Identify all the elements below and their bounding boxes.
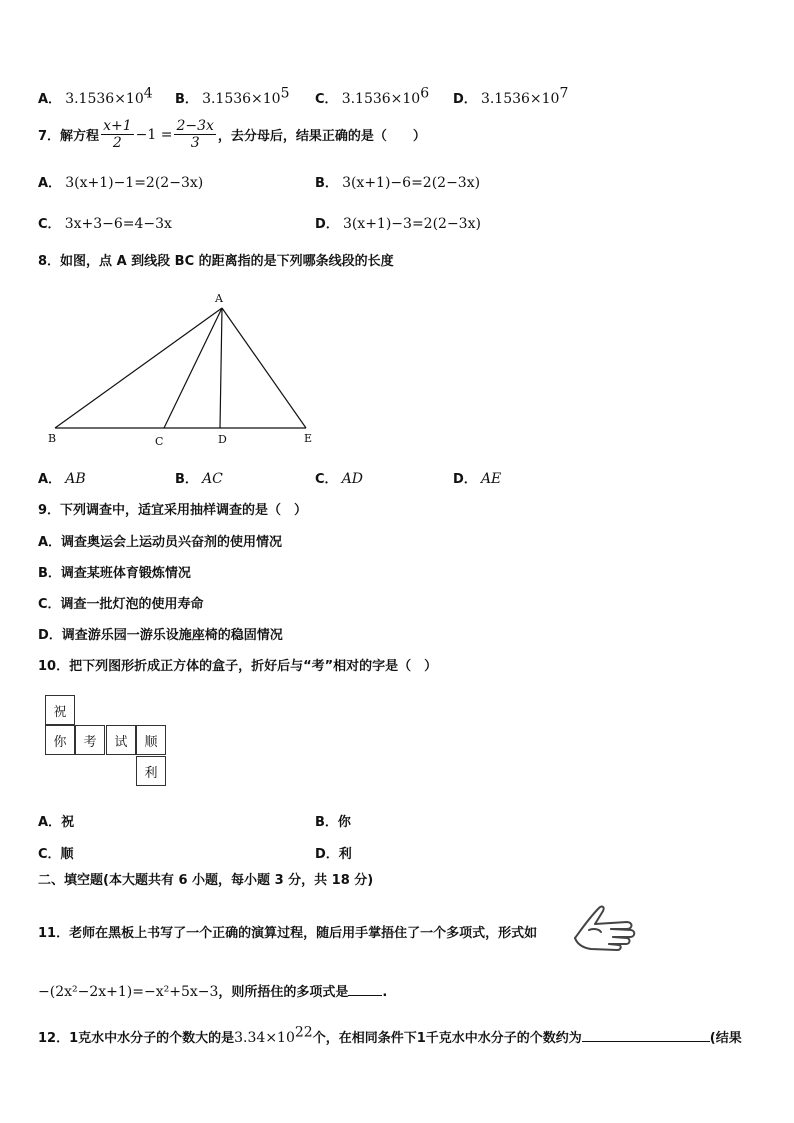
q8-triangle-figure <box>40 288 330 453</box>
q10-option-d: D．利 <box>315 847 352 862</box>
q11-stem: 11．老师在黑板上书写了一个正确的演算过程，随后用手掌捂住了一个多项式，形式如 <box>38 926 538 941</box>
q11-equation: −(2x²−2x+1)=−x²+5x−3 <box>38 984 219 1000</box>
q9-option-a: A．调查奥运会上运动员兴奋剂的使用情况 <box>38 535 283 550</box>
q11-answer-blank[interactable] <box>348 983 382 996</box>
q6-option-d: D． $3.1536\times 10^7$ <box>453 85 569 107</box>
segment-ad <box>220 308 222 428</box>
net-cell-6: 利 <box>136 756 166 786</box>
q8-stem: 8．如图，点 A 到线段 BC 的距离指的是下列哪条线段的长度 <box>38 254 394 269</box>
q6-option-c: C． $3.1536\times 10^6$ <box>315 85 430 107</box>
q9-option-b: B．调查某班体育锻炼情况 <box>38 566 191 581</box>
q12-answer-blank[interactable] <box>582 1029 710 1042</box>
segment-ab <box>55 308 222 428</box>
label-b: B <box>48 432 57 445</box>
q7-stem: 7． 解方程 $\frac{x+1}{2}$ −1 = $\frac{2-3x}{3}$ ，去分母后，结果正确的是（ ） <box>38 118 426 151</box>
q8-option-a: A． AB <box>38 471 86 487</box>
q11-equation-line: −(2x²−2x+1)=−x²+5x−3，则所捂住的多项式是 . <box>38 984 388 1000</box>
q10-option-b: B．你 <box>315 815 351 830</box>
net-cell-3: 考 <box>75 725 105 755</box>
segment-ac <box>164 308 222 428</box>
q10-stem: 10．把下列图形折成正方体的盒子，折好后与“考”相对的字是（ ） <box>38 659 438 674</box>
q8-option-c: C． AD <box>315 471 364 487</box>
q7-fraction-1: $\frac{x+1}{2}$ <box>103 118 132 151</box>
label-a: A <box>215 292 223 305</box>
q7-option-a: A． 3(x+1)−1=2(2−3x) <box>38 175 204 191</box>
q7-option-d: D． 3(x+1)−3=2(2−3x) <box>315 216 481 232</box>
q8-option-b: B． AC <box>175 471 223 487</box>
q6-option-b: B． $3.1536\times 10^5$ <box>175 85 290 107</box>
section-heading: 二、填空题(本大题共有 6 小题，每小题 3 分，共 18 分) <box>38 873 374 888</box>
segment-ae <box>222 308 306 428</box>
q12-line: 12．1克水中水分子的个数大的是$3.34\times 10^{22}$个，在相同条件下1千克水中水分子的个数约为 (结果 <box>38 1024 742 1046</box>
label-e: E <box>304 432 313 445</box>
q7-option-c: C． 3x+3−6=4−3x <box>38 216 172 232</box>
label-c: C <box>155 435 164 448</box>
q8-option-d: D． AE <box>453 471 502 487</box>
net-cell-5: 顺 <box>136 725 166 755</box>
q9-option-d: D．调查游乐园一游乐设施座椅的稳固情况 <box>38 628 283 643</box>
q7-option-b: B． 3(x+1)−6=2(2−3x) <box>315 175 481 191</box>
q7-fraction-2: $\frac{2-3x}{3}$ <box>176 118 214 151</box>
net-cell-2: 你 <box>45 725 75 755</box>
q9-option-c: C．调查一批灯泡的使用寿命 <box>38 597 204 612</box>
label-d: D <box>218 433 227 446</box>
q6-option-a: A． $3.1536\times 10^4$ <box>38 85 153 107</box>
hand-icon <box>571 902 639 952</box>
q9-stem: 9．下列调查中，适宜采用抽样调查的是（ ） <box>38 503 308 518</box>
q10-option-c: C．顺 <box>38 847 74 862</box>
net-cell-1: 祝 <box>45 695 75 725</box>
q10-option-a: A．祝 <box>38 815 75 830</box>
net-cell-4: 试 <box>106 725 136 755</box>
